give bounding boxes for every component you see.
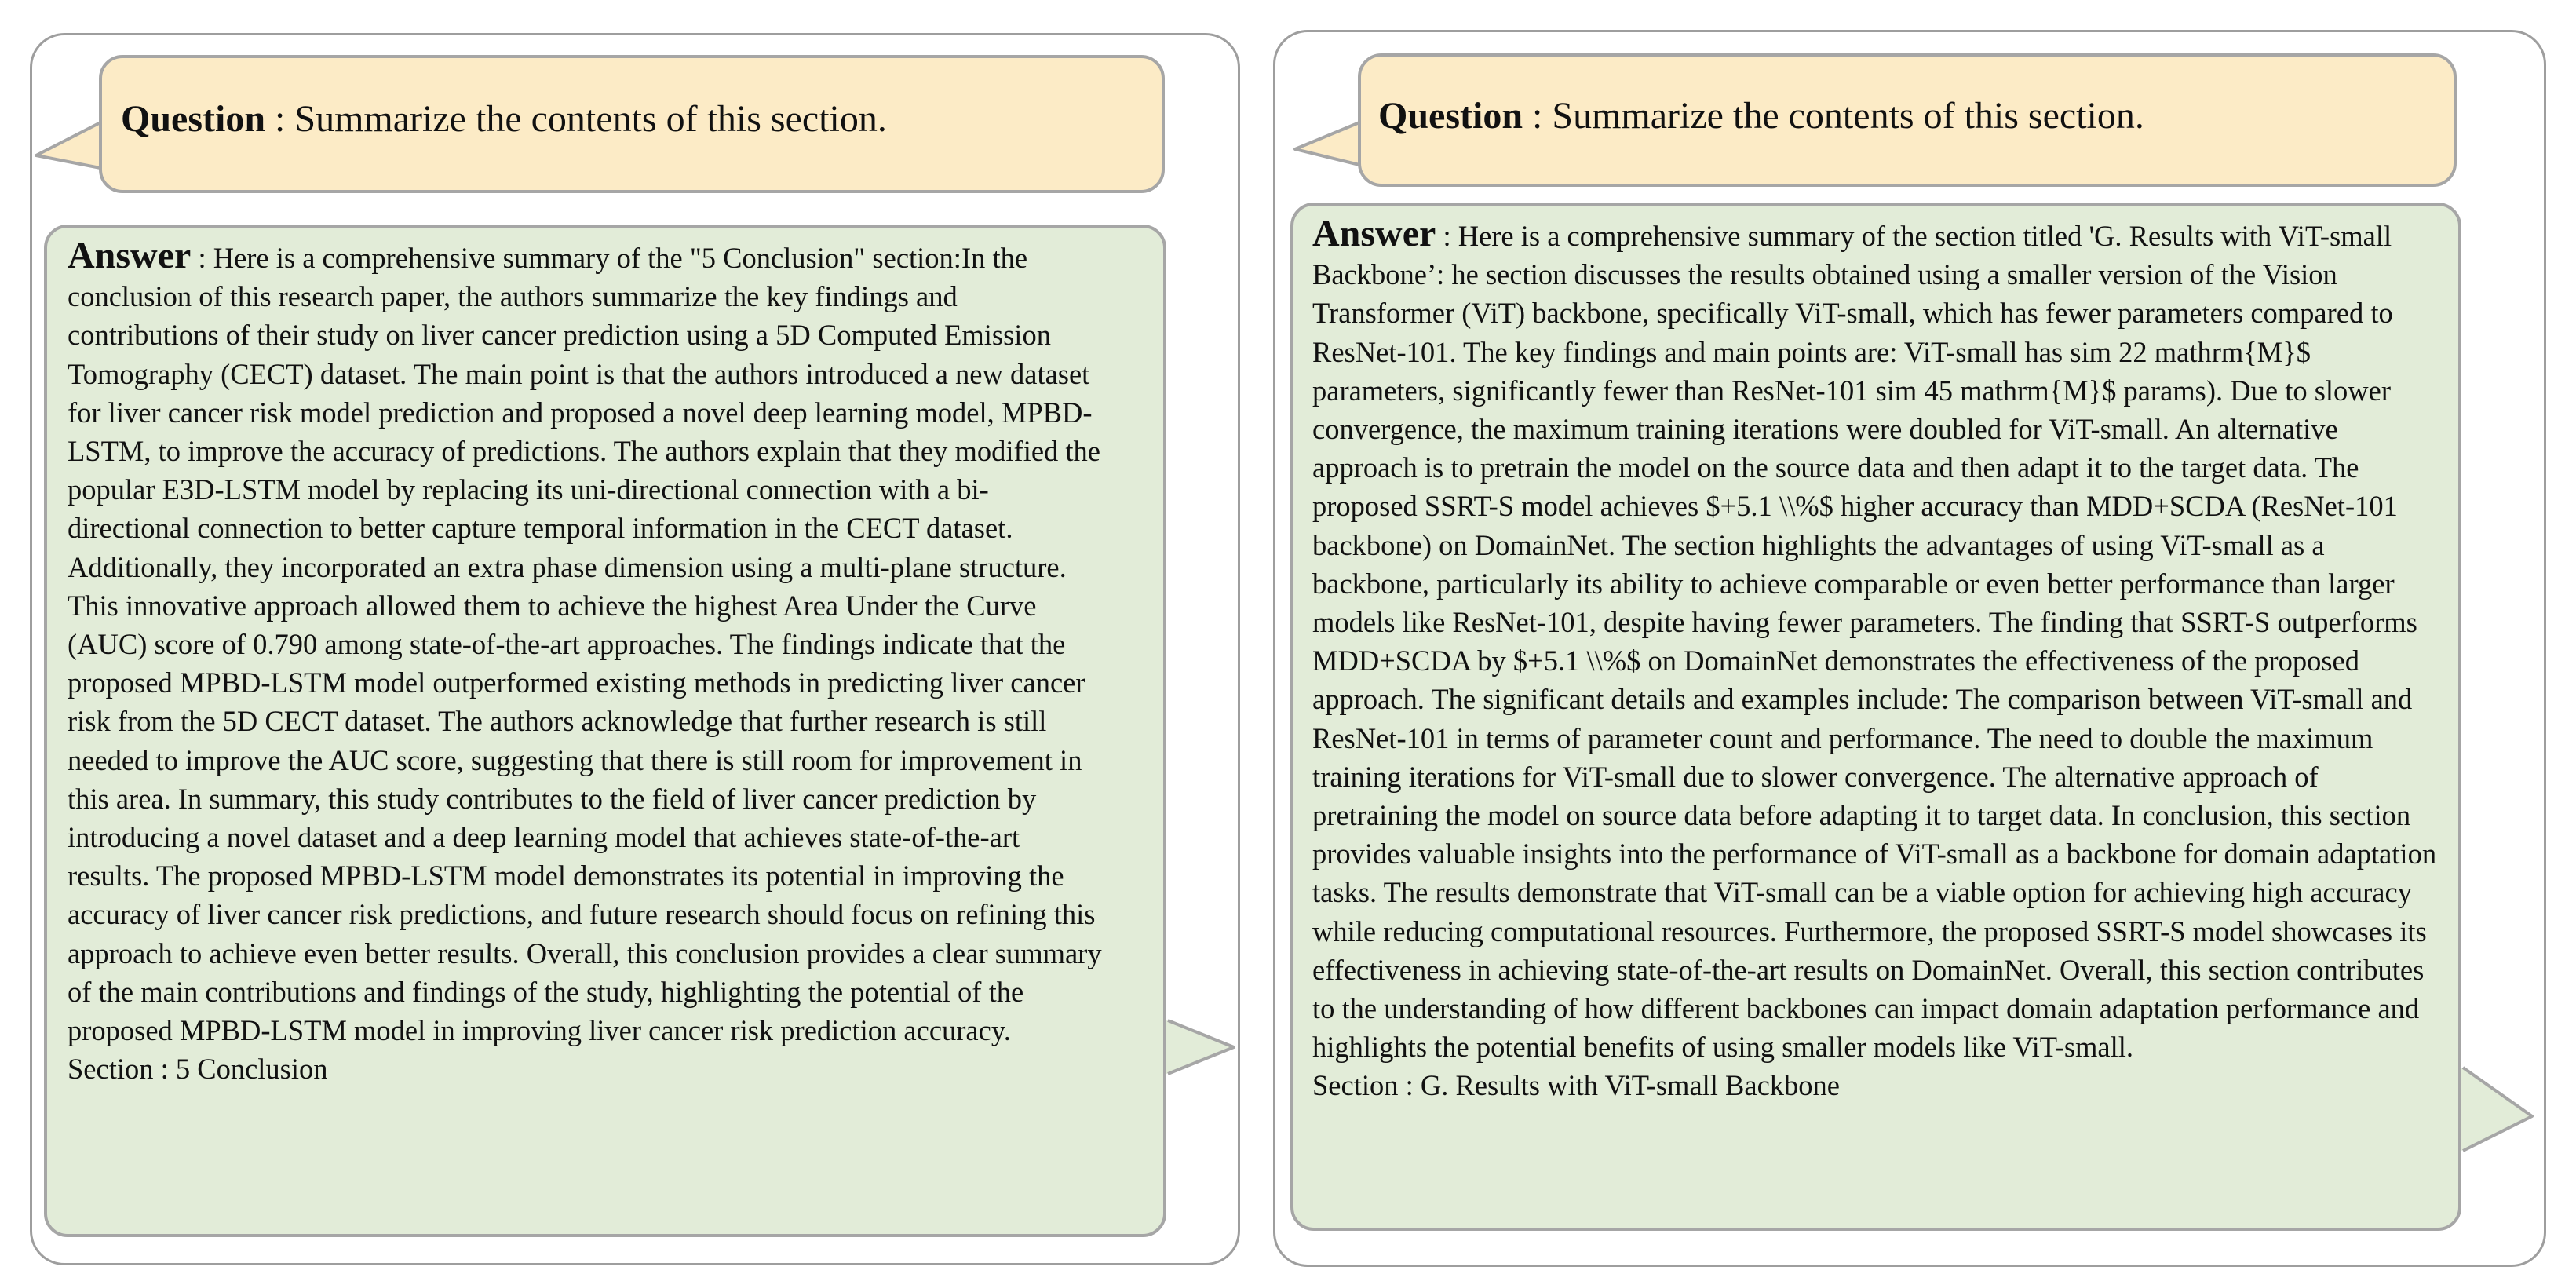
right-answer-tail [2450, 1060, 2545, 1154]
left-question-label: Question [121, 98, 266, 140]
right-question-prompt: Summarize the contents of this section. [1552, 95, 2144, 137]
left-question-text: Question : Summarize the contents of this section. [121, 98, 887, 140]
left-section-reference: Section : 5 Conclusion [68, 1053, 328, 1086]
left-answer-tail [1155, 1013, 1250, 1099]
right-answer-text: Answer : Here is a comprehensive summary of the section titled 'G. Results with ViT-small Backbone’: he section discusses the results obtained using a smaller version of the Vision Transformer (ViT) backbone, specifically ViT-small, which has fewer parameters compared to ResNet-101. The key findings and main points are: ViT-small has sim 22 mathrm{M}$ parameters, significantly fewer than ResNet-101 sim 45 mathrm{M}$ params). Due to slower convergence, the maximum training iterations were doubled for ViT-small. An alternative approach is to pretrain the model on the source data and then adapt it to the target data. The proposed SSRT-S model achieves $+5.1 \\%$ higher accuracy than MDD+SCDA (ResNet-101 backbone) on DomainNet. The section highlights the advantages of using ViT-small as a backbone, particularly its ability to achieve comparable or even better performance than larger models like ResNet-101, despite having fewer parameters. The finding that SSRT-S outperforms MDD+SCDA by $+5.1 \\%$ on DomainNet demonstrates the effectiveness of the proposed approach. The significant details and examples include: The comparison between ViT-small and ResNet-101 in terms of parameter count and performance. The need to double the maximum training iterations for ViT-small due to slower convergence. The alternative approach of pretraining the model on source data before adapting it to target data. In conclusion, this section provides valuable insights into the performance of ViT-small as a backbone for domain adaptation tasks. The results demonstrate that ViT-small can be a viable option for achieving high accuracy while reducing computational resources. Furthermore, the proposed SSRT-S model showcases its effectiveness in achieving state-of-the-art results on DomainNet. Overall, this section contributes to the understanding of how different backbones can impact domain adaptation performance and highlights the potential benefits of using smaller models like ViT-small. Section : G. Results with ViT-small Backbone [1312, 217, 2446, 1105]
right-question-label: Question [1378, 95, 1523, 137]
left-answer-label: Answer [68, 235, 192, 276]
left-question-prompt: Summarize the contents of this section. [294, 98, 887, 140]
left-answer-body: Here is a comprehensive summary of the "5 Conclusion" section:In the conclusion of this research paper, the authors summarize the key findings and contributions of their study on liver cancer prediction using a 5D Computed Emission Tomography (CECT) dataset. The main point is that the authors introduced a new dataset for liver cancer risk model prediction and proposed a novel deep learning model, MPBD-LSTM, to improve the accuracy of predictions. The authors explain that they modified the popular E3D-LSTM model by replacing its uni-directional connection with a bi-directional connection to better capture temporal information in the CECT dataset. Additionally, they incorporated an extra phase dimension using a multi-plane structure. This innovative approach allowed them to achieve the highest Area Under the Curve (AUC) score of 0.790 among state-of-the-art approaches. The findings indicate that the proposed MPBD-LSTM model outperformed existing methods in predicting liver cancer risk from the 5D CECT dataset. The authors acknowledge that further research is still needed to improve the AUC score, suggesting that there is still room for improvement in this area. In summary, this study contributes to the field of liver cancer prediction by introducing a novel dataset and a deep learning model that achieves state-of-the-art results. The proposed MPBD-LSTM model demonstrates its potential in improving the accuracy of liver cancer risk predictions, and future research should focus on refining this approach to achieve even better results. Overall, this conclusion provides a clear summary of the main contributions and findings of the study, highlighting the potential of the proposed MPBD-LSTM model in improving liver cancer risk prediction accuracy. [68, 242, 1102, 1047]
right-answer-label: Answer [1312, 213, 1436, 254]
right-answer-body: Here is a comprehensive summary of the section titled 'G. Results with ViT-small Backbone’: he section discusses the results obtained using a smaller version of the Vision Transformer (ViT) backbone, specifically ViT-small, which has fewer parameters compared to ResNet-101. The key findings and main points are: ViT-small has sim 22 mathrm{M}$ parameters, significantly fewer than ResNet-101 sim 45 mathrm{M}$ params). Due to slower convergence, the maximum training iterations were doubled for ViT-small. An alternative approach is to pretrain the model on the source data and then adapt it to the target data. The proposed SSRT-S model achieves $+5.1 \\%$ higher accuracy than MDD+SCDA (ResNet-101 backbone) on DomainNet. The section highlights the advantages of using ViT-small as a backbone, particularly its ability to achieve comparable or even better performance than larger models like ResNet-101, despite having fewer parameters. The finding that SSRT-S outperforms MDD+SCDA by $+5.1 \\%$ on DomainNet demonstrates the effectiveness of the proposed approach. The significant details and examples include: The comparison between ViT-small and ResNet-101 in terms of parameter count and performance. The need to double the maximum training iterations for ViT-small due to slower convergence. The alternative approach of pretraining the model on source data before adapting it to target data. In conclusion, this section provides valuable insights into the performance of ViT-small as a backbone for domain adaptation tasks. The results demonstrate that ViT-small can be a viable option for achieving high accuracy while reducing computational resources. Furthermore, the proposed SSRT-S model showcases its effectiveness in achieving state-of-the-art results on DomainNet. Overall, this section contributes to the understanding of how different backbones can impact domain adaptation performance and highlights the potential benefits of using smaller models like ViT-small. [1312, 220, 2437, 1064]
left-question-tail [31, 118, 110, 181]
right-question-text: Question : Summarize the contents of this section. [1378, 95, 2144, 137]
right-question-tail [1290, 118, 1369, 181]
right-section-reference: Section : G. Results with ViT-small Backbone [1312, 1069, 1841, 1102]
left-answer-text: Answer : Here is a comprehensive summary of the "5 Conclusion" section:In the conclusion of this research paper, the authors summarize the key findings and contributions of their study on liver cancer prediction using a 5D Computed Emission Tomography (CECT) dataset. The main point is that the authors introduced a new dataset for liver cancer risk model prediction and proposed a novel deep learning model, MPBD-LSTM, to improve the accuracy of predictions. The authors explain that they modified the popular E3D-LSTM model by replacing its uni-directional connection with a bi-directional connection to better capture temporal information in the CECT dataset. Additionally, they incorporated an extra phase dimension using a multi-plane structure. This innovative approach allowed them to achieve the highest Area Under the Curve (AUC) score of 0.790 among state-of-the-art approaches. The findings indicate that the proposed MPBD-LSTM model outperformed existing methods in predicting liver cancer risk from the 5D CECT dataset. The authors acknowledge that further research is still needed to improve the AUC score, suggesting that there is still room for improvement in this area. In summary, this study contributes to the field of liver cancer prediction by introducing a novel dataset and a deep learning model that achieves state-of-the-art results. The proposed MPBD-LSTM model demonstrates its potential in improving the accuracy of liver cancer risk predictions, and future research should focus on refining this approach to achieve even better results. Overall, this conclusion provides a clear summary of the main contributions and findings of the study, highlighting the potential of the proposed MPBD-LSTM model in improving liver cancer risk prediction accuracy. Section : 5 Conclusion [68, 239, 1102, 1088]
